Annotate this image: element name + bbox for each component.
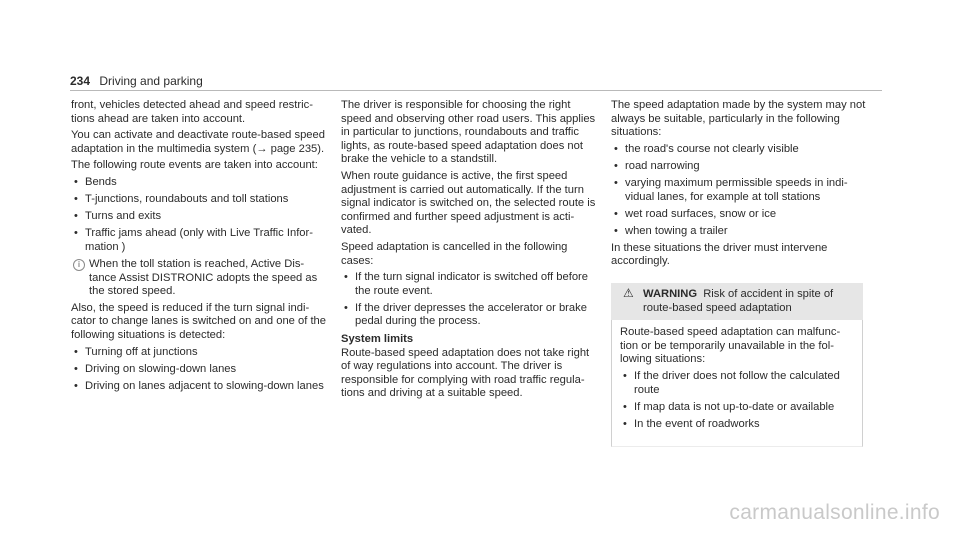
list-item: • varying maximum permissible speeds in indi-vidual lanes, for example at toll stations <box>614 176 848 203</box>
bullet-icon: • <box>623 417 627 430</box>
bullet-icon: • <box>74 362 78 375</box>
bullet-icon: • <box>614 142 618 155</box>
paragraph: Speed adaptation is cancelled in the following cases: <box>341 240 568 267</box>
bullet-icon: • <box>344 271 348 284</box>
section-title: Driving and parking <box>99 74 203 88</box>
column-3 <box>611 99 869 447</box>
paragraph: Route-based speed adaptation does not take right of way regulations into account. The driver is responsible for complying with road traffic regula-tions and driving at a suitable speed. <box>341 346 590 400</box>
info-icon: i <box>73 259 85 271</box>
list-item: • wet road surfaces, snow or ice <box>614 207 777 220</box>
subheading-system-limits: System limits <box>341 333 414 345</box>
warning-triangle-icon: ⚠ <box>623 286 634 301</box>
paragraph: In these situations the driver must intervene accordingly. <box>611 241 828 268</box>
paragraph: The driver is responsible for choosing the right speed and observing other road users. This applies in particular to junctions, roundabouts and traffic lights, as route-based speed adaptation does not brake the vehicle to a standstill. <box>341 99 596 166</box>
header-rule <box>70 90 882 91</box>
list-item: • Driving on lanes adjacent to slowing-down lanes <box>74 379 324 392</box>
list-item: • Bends <box>74 175 117 188</box>
route-events-list <box>71 176 329 254</box>
column-2 <box>341 99 599 404</box>
watermark: carmanualsonline.info <box>729 501 940 524</box>
bullet-icon: • <box>74 175 78 188</box>
paragraph: The following route events are taken into account: <box>71 159 318 172</box>
list-item: • the road's course not clearly visible <box>614 142 799 155</box>
bullet-icon: • <box>623 370 627 382</box>
bullet-icon: • <box>74 345 78 358</box>
list-item: • when towing a trailer <box>614 224 728 237</box>
list-item: • If the driver does not follow the calculated route <box>623 370 840 396</box>
bullet-icon: • <box>623 400 627 413</box>
list-item: • In the event of roadworks <box>623 417 760 430</box>
unsuitable-situations-list <box>611 143 869 239</box>
list-item: • If map data is not up-to-date or available <box>623 400 835 413</box>
note-text: When the toll station is reached, Active Dis-tance Assist DISTRONIC adopts the speed as the stored speed. <box>89 257 318 298</box>
page-number: 234 <box>70 74 91 88</box>
bullet-icon: • <box>74 379 78 392</box>
bullet-icon: • <box>74 210 78 223</box>
bullet-icon: • <box>74 193 78 206</box>
list-item: • Traffic jams ahead (only with Live Traffic Infor-mation ) <box>74 227 313 253</box>
paragraph: Also, the speed is reduced if the turn signal indi-cator to change lanes is switched on and one of the following situations is detected: <box>71 301 326 341</box>
list-item: • road narrowing <box>614 159 700 172</box>
warning-title: WARNING <box>643 288 698 301</box>
warning-box <box>611 283 863 447</box>
bullet-icon: • <box>614 176 618 189</box>
page-header <box>70 74 203 88</box>
list-item: • Driving on slowing-down lanes <box>74 362 237 375</box>
warning-body <box>611 320 863 447</box>
paragraph: You can activate and deactivate route-based speed adaptation in the multimedia system (→ page 235). <box>71 129 325 155</box>
column-1 <box>71 99 329 397</box>
paragraph: Route-based speed adaptation can malfunc-tion or be temporarily unavailable in the fol-lowing situations: <box>620 326 841 366</box>
warning-list <box>620 370 854 431</box>
warning-header <box>611 283 863 320</box>
bullet-icon: • <box>614 159 618 172</box>
list-item: • T-junctions, roundabouts and toll stations <box>74 193 289 206</box>
situations-list <box>71 346 329 394</box>
cancel-cases-list <box>341 271 599 329</box>
note <box>71 258 329 299</box>
list-item: • If the driver depresses the accelerator or brake pedal during the process. <box>344 301 587 328</box>
list-item: • Turns and exits <box>74 210 162 223</box>
bullet-icon: • <box>74 227 78 240</box>
paragraph: The speed adaptation made by the system may not always be suitable, particularly in the following situations: <box>611 99 866 139</box>
bullet-icon: • <box>344 301 348 314</box>
bullet-icon: • <box>614 224 618 237</box>
list-item: • Turning off at junctions <box>74 345 198 358</box>
paragraph: When route guidance is active, the first speed adjustment is carried out automatically. If the turn signal indicator is switched on, the selected route is confirmed and further speed adjustment is acti-vated. <box>341 169 596 237</box>
paragraph: front, vehicles detected ahead and speed restric-tions ahead are taken into account. <box>71 99 313 125</box>
list-item: • If the turn signal indicator is switched off before the route event. <box>344 271 588 297</box>
warning-subtitle: Risk of accident in spite of route-based speed adaptation <box>643 288 834 314</box>
bullet-icon: • <box>614 207 618 220</box>
